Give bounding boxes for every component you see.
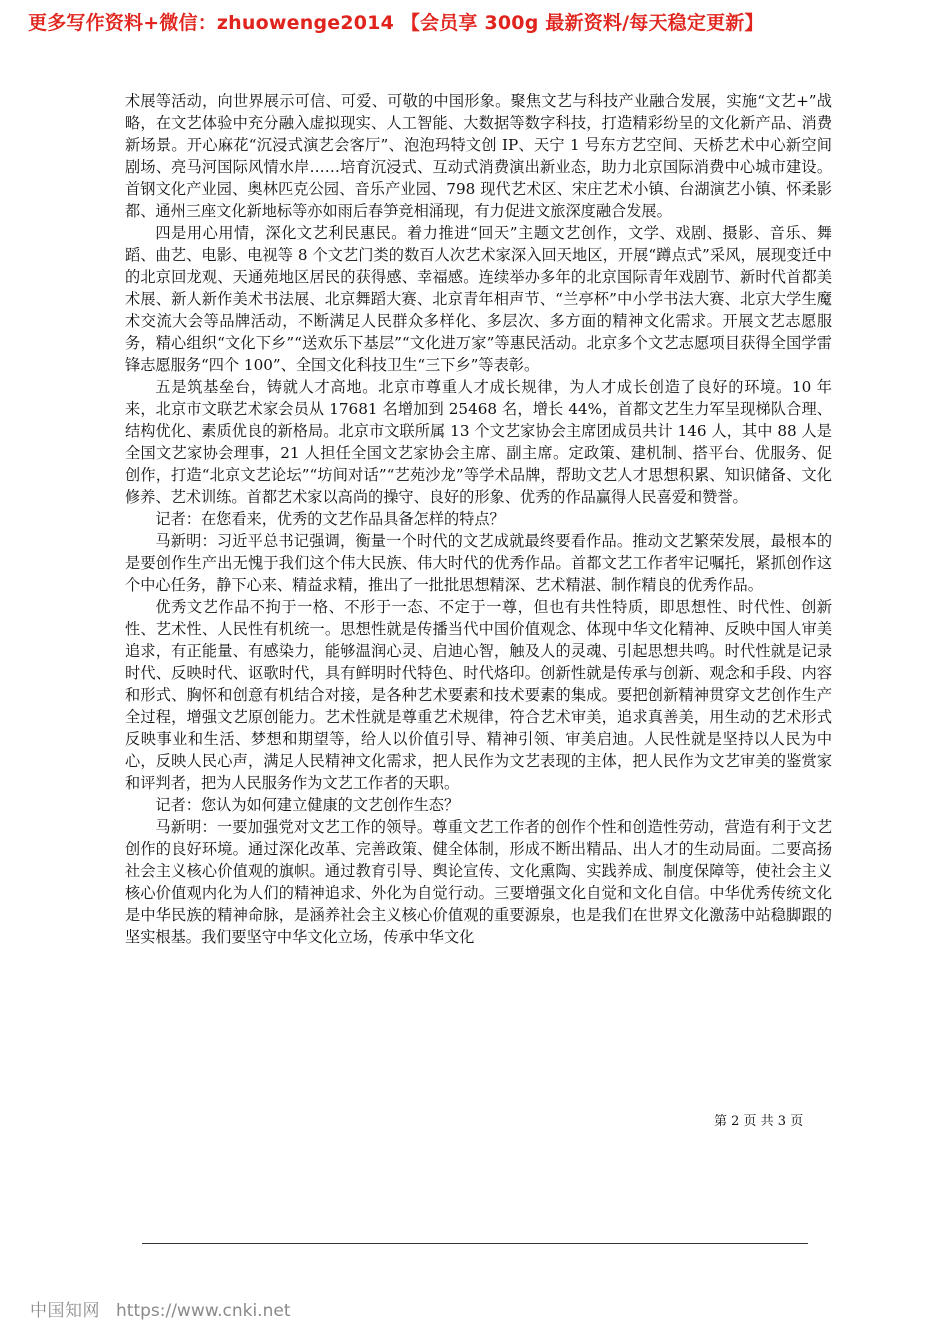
interview-question: 记者：您认为如何建立健康的文艺创作生态？ [155,796,460,814]
promo-banner: 更多写作资料+微信：zhuowenge2014 【会员享 300g 最新资料/每天稳定更新】 [28,12,764,34]
paragraph: 马新明：习近平总书记强调，衡量一个时代的文艺成就最终要看作品。推动文艺繁荣发展，最根本的是要创作生产出无愧于我们这个伟大民族、伟大时代的优秀作品。首都文艺工作者牢记嘱托，紧抓创作这个中心任务，静下心来、精益求精，推出了一批批思想精深、艺术精湛、制作精良的优秀作品。 [125,532,832,594]
interview-question: 记者：在您看来，优秀的文艺作品具备怎样的特点？ [155,510,505,528]
cnki-brand: 中国知网 [30,1301,100,1321]
footer-divider [142,1243,808,1244]
page-number: 第 2 页 共 3 页 [714,1114,804,1129]
footer-watermark [30,1296,290,1321]
paragraph: 五是筑基垒台，铸就人才高地。北京市尊重人才成长规律，为人才成长创造了良好的环境。10 年来，北京市文联艺术家会员从 17681 名增加到 25468 名，增长 44%，首都文艺生力军呈现梯队合理、结构优化、素质优良的新格局。北京市文联所属 13 个文艺家协会主席团成员共计 146 人，其中 88 人是全国文艺家协会理事，21 人担任全国文艺家协会主席、副主席。定政策、建机制、搭平台、优服务、促创作，打造“北京文艺论坛”“坊间对话”“艺苑沙龙”等学术品牌，帮助文艺人才思想积累、知识储备、文化修养、艺术训练。首都艺术家以高尚的操守、良好的形象、优秀的作品赢得人民喜爱和赞誉。 [125,378,832,506]
cnki-url[interactable]: https://www.cnki.net [116,1301,291,1321]
paragraph: 四是用心用情，深化文艺利民惠民。着力推进“回天”主题文艺创作，文学、戏剧、摄影、音乐、舞蹈、曲艺、电影、电视等 8 个文艺门类的数百人次艺术家深入回天地区，开展“蹲点式”采风，展现变迁中的北京回龙观、天通苑地区居民的获得感、幸福感。连续举办多年的北京国际青年戏剧节、新时代首都美术展、新人新作美术书法展、北京舞蹈大赛、北京青年相声节、“兰亭杯”中小学书法大赛、北京大学生魔术交流大会等品牌活动，不断满足人民群众多样化、多层次、多方面的精神文化需求。开展文艺志愿服务，精心组织“文化下乡”“送欢乐下基层”“文化进万家”等惠民活动。北京多个文艺志愿项目获得全国学雷锋志愿服务“四个 100”、全国文化科技卫生“三下乡”等表彰。 [125,224,832,374]
paragraph: 马新明：一要加强党对文艺工作的领导。尊重文艺工作者的创作个性和创造性劳动，营造有利于文艺创作的良好环境。通过深化改革、完善政策、健全体制，形成不断出精品、出人才的生动局面。二要高扬社会主义核心价值观的旗帜。通过教育引导、舆论宣传、文化熏陶、实践养成、制度保障等，使社会主义核心价值观内化为人们的精神追求、外化为自觉行动。三要增强文化自觉和文化自信。中华优秀传统文化是中华民族的精神命脉，是涵养社会主义核心价值观的重要源泉，也是我们在世界文化激荡中站稳脚跟的坚实根基。我们要坚守中华文化立场，传承中华文化 [125,818,832,946]
paragraph: 术展等活动，向世界展示可信、可爱、可敬的中国形象。聚焦文艺与科技产业融合发展，实施“文艺+”战略，在文艺体验中充分融入虚拟现实、人工智能、大数据等数字科技，打造精彩纷呈的文化新产品、消费新场景。开心麻花“沉浸式演艺会客厅”、泡泡玛特文创 IP、天宁 1 号东方艺空间、天桥艺术中心新空间剧场、亮马河国际风情水岸……培育沉浸式、互动式消费演出新业态，助力北京国际消费中心城市建设。首钢文化产业园、奥林匹克公园、音乐产业园、798 现代艺术区、宋庄艺术小镇、台湖演艺小镇、怀柔影都、通州三座文化新地标等亦如雨后春笋竞相涌现，有力促进文旅深度融合发展。 [125,92,832,220]
article-body [125,90,832,948]
paragraph: 优秀文艺作品不拘于一格、不形于一态、不定于一尊，但也有共性特质，即思想性、时代性、创新性、艺术性、人民性有机统一。思想性就是传播当代中国价值观念、体现中华文化精神、反映中国人审美追求，有正能量、有感染力，能够温润心灵、启迪心智，触及人的灵魂、引起思想共鸣。时代性就是记录时代、反映时代、讴歌时代，具有鲜明时代特色、时代烙印。创新性就是传承与创新、观念和手段、内容和形式、胸怀和创意有机结合对接，是各种艺术要素和技术要素的集成。要把创新精神贯穿文艺创作生产全过程，增强文艺原创能力。艺术性就是尊重艺术规律，符合艺术审美，追求真善美，用生动的艺术形式反映事业和生活、梦想和期望等，给人以价值引导、精神引领、审美启迪。人民性就是坚持以人民为中心，反映人民心声，满足人民精神文化需求，把人民作为文艺表现的主体，把人民作为文艺审美的鉴赏家和评判者，把为人民服务作为文艺工作者的天职。 [125,598,832,792]
